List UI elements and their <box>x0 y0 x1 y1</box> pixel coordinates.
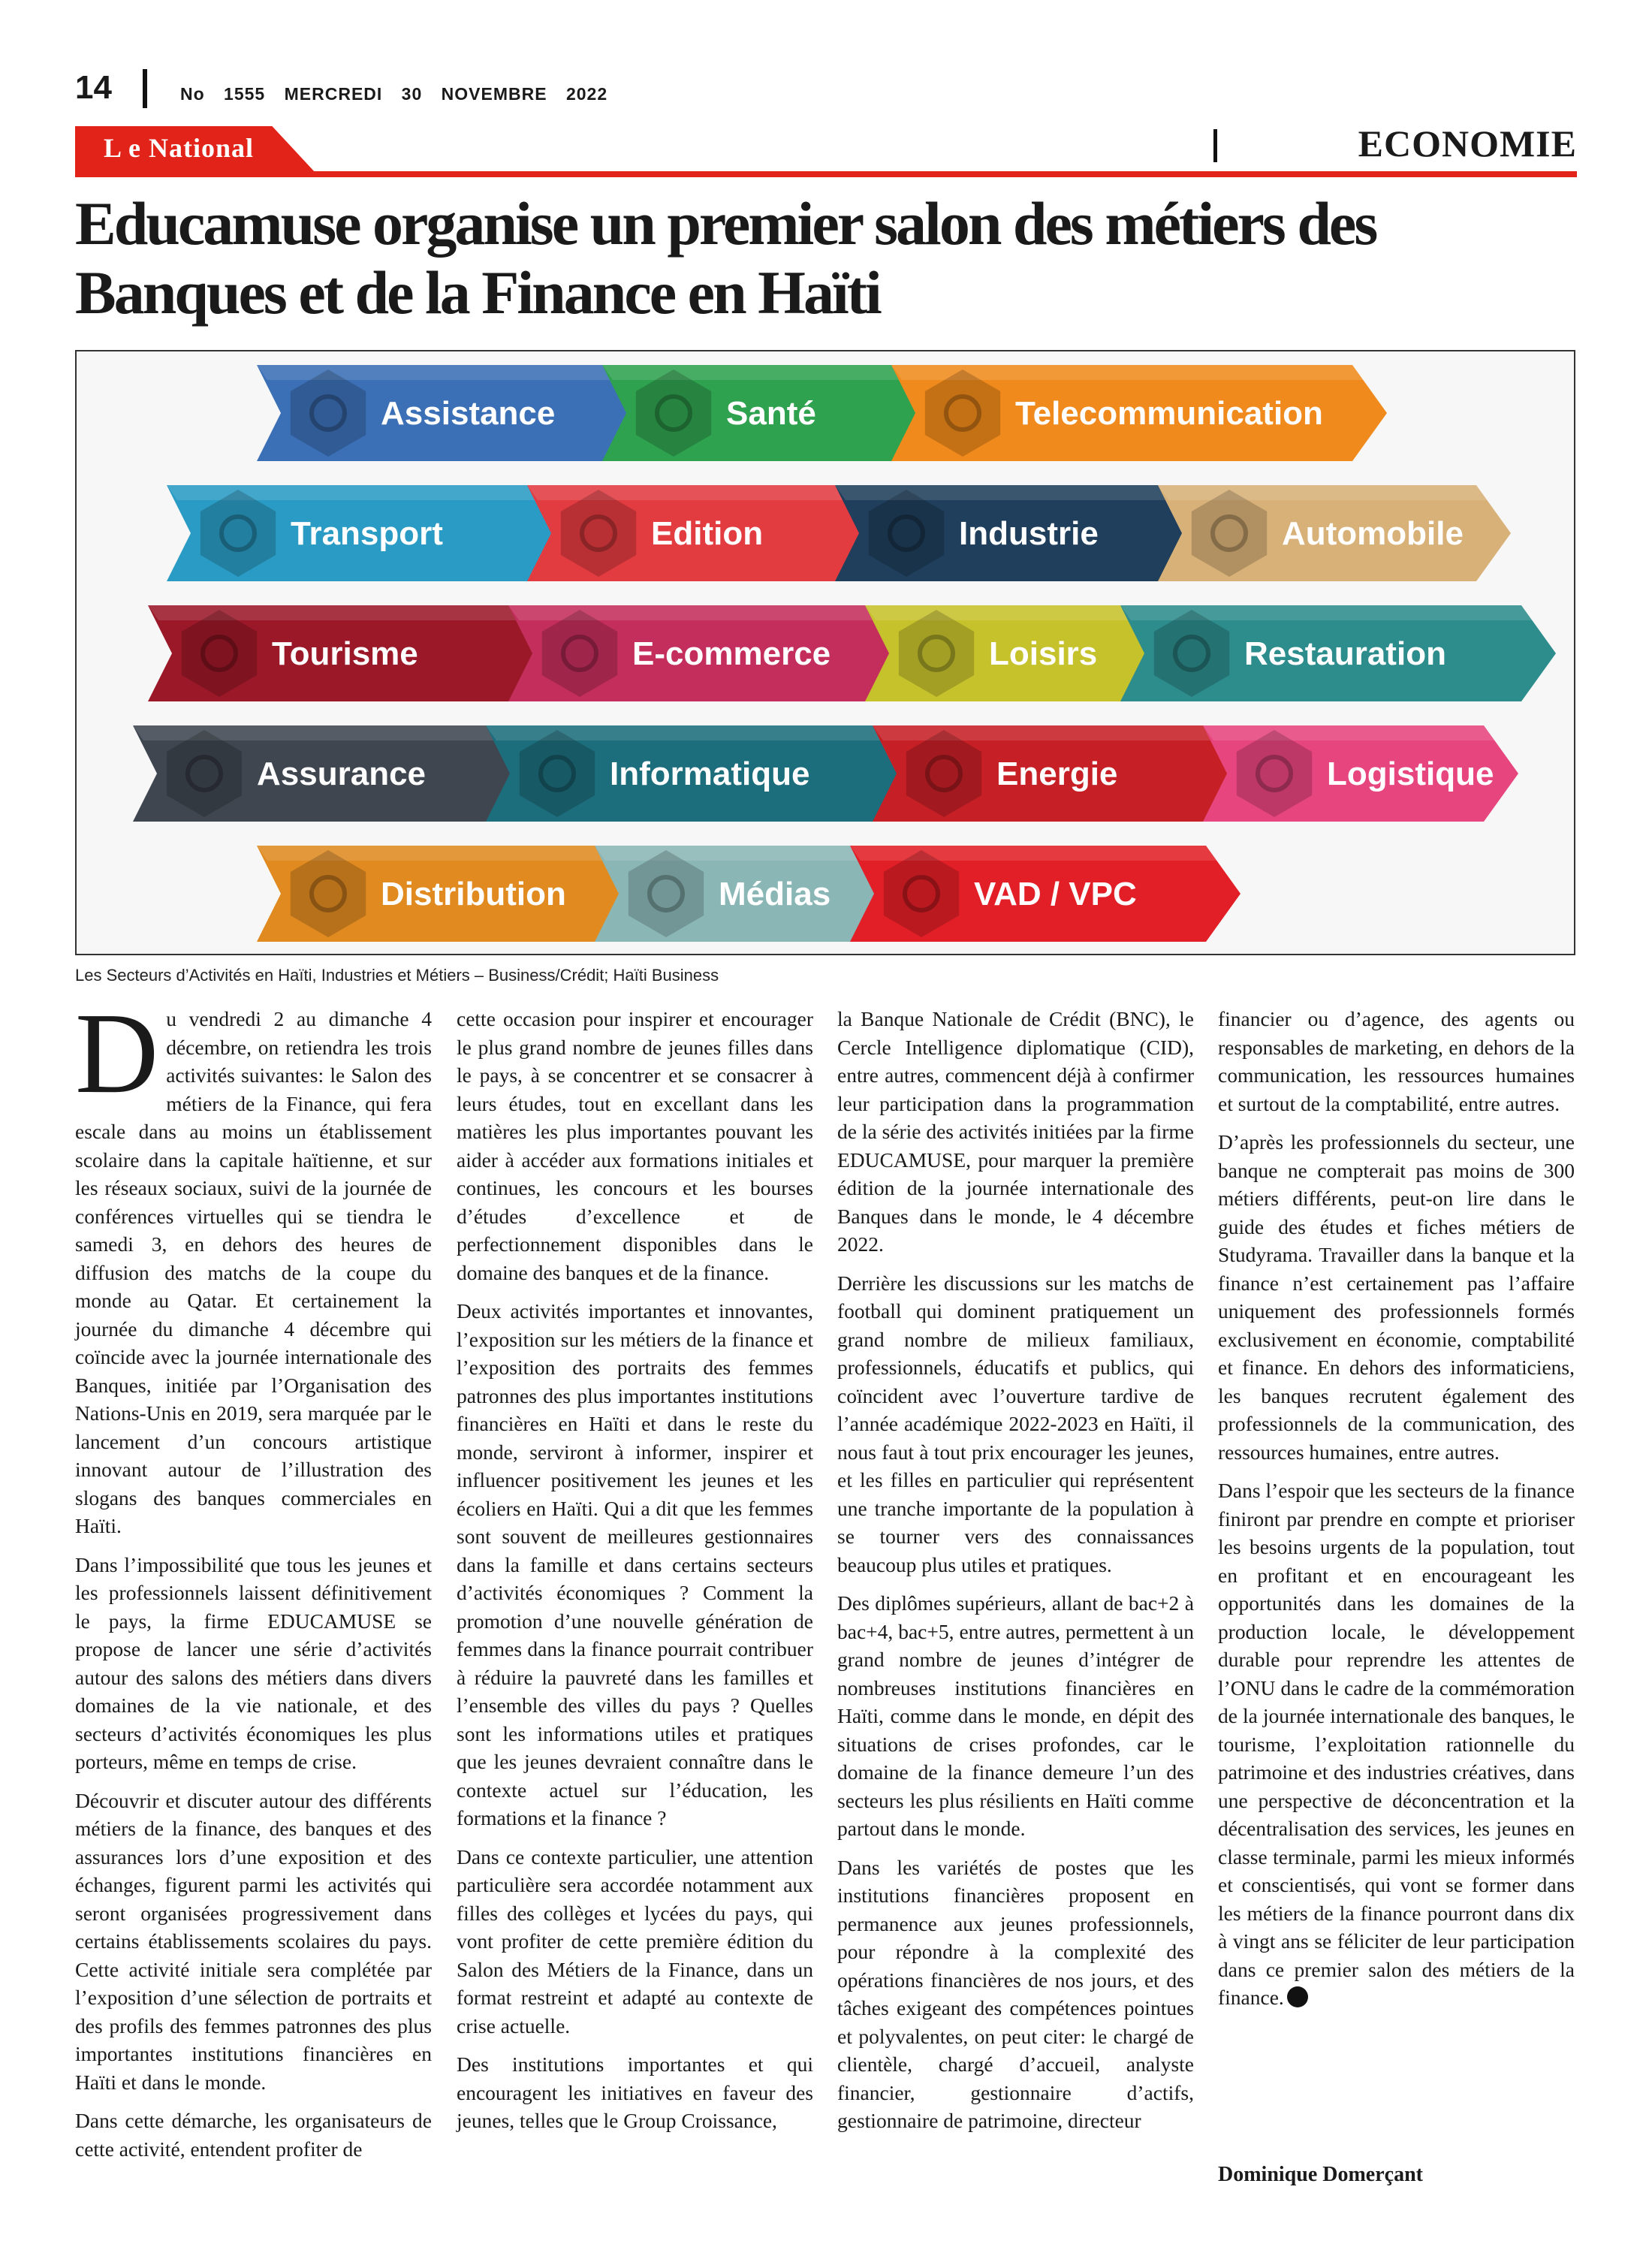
paragraph: Derrière les discussions sur les matchs de football qui dominent pratiquement un grand nombre de milieux familiaux, professionnels, éducatifs et publics, qui coïncident avec l’ouverture tardive de l’année académique 2022-2023 en Haïti, il nous faut à tout prix encourager les jeunes, et les filles en particulier qui représentent une tranche importante de la population à se tourner vers des connaissances beaucoup plus utiles et pratiques. <box>837 1271 1194 1576</box>
sector-tile-highlight <box>1203 725 1496 740</box>
paragraph: Dans cette démarche, les organisateurs de cette activité, entendent profiter de <box>75 2109 432 2161</box>
sector-tile-highlight <box>527 485 873 500</box>
sector-tile-label: Energie <box>996 756 1118 792</box>
sector-tile <box>891 365 1387 461</box>
sector-tile-highlight <box>865 605 1165 620</box>
section-divider <box>1213 129 1217 162</box>
sector-tile <box>850 846 1241 942</box>
sector-tile <box>1120 605 1556 701</box>
section-title: ECONOMIE <box>1358 122 1577 164</box>
header-rule <box>75 171 1577 177</box>
sector-tile <box>133 725 538 822</box>
sector-tile <box>873 725 1263 822</box>
sector-tile <box>508 605 929 701</box>
paragraph: Des diplômes supérieurs, allant de bac+2 à bac+4, bac+5, entre autres, permettent à un grand nombre de jeunes d’intégrer de nombreuses institutions financières en Haïti, comme dans le monde, en dépit des situations de crises profondes, car le domaine de la finance demeure l’un des secteurs les plus résilients en Haïti comme partout dans le monde. <box>837 1591 1194 1840</box>
paragraph: D’après les professionnels du secteur, une banque ne compterait pas moins de 300 métiers différents, peut-on lire dans le guide des études et fiches métiers de Studyrama. Travailler dans la banque et la finance n’est certainement pas l’affaire uniquement des professionnels formés exclusivement en économie, comptabilité et finance. En dehors des informaticiens, les banques recrutent également des professionnels de la communication, des ressources humaines, entre autres. <box>1218 1130 1575 1464</box>
article-author: Dominique Domerçant <box>1218 2163 1423 2186</box>
sector-tile <box>1203 725 1518 822</box>
sector-tile <box>527 485 895 581</box>
sector-tile-label: Edition <box>651 515 764 552</box>
article-headline: Educamuse organise un premier salon des métiers des Banques et de la Finance en Haïti <box>75 189 1376 327</box>
sector-tile-highlight <box>1158 485 1488 500</box>
end-mark-icon <box>1287 1986 1308 2007</box>
article-column-4 <box>1218 1005 1575 2022</box>
sector-tile-label: Automobile <box>1282 515 1464 552</box>
sector-tile-label: E-commerce <box>632 635 831 672</box>
sector-tile <box>486 725 921 822</box>
paragraph: cette occasion pour inspirer et encourager le plus grand nombre de jeunes filles dans le pays, à se concentrer et se consacrer à leurs études, tout en excellant dans les matières les plus importantes pouvant les aider à accéder aux formations initiales et continues, les concours et les bourses d’études d’excellence et de perfectionnement disponibles dans le domaine des banques et de la finance. <box>457 1007 813 1284</box>
issue-number: No 1555 <box>180 84 266 104</box>
sector-tile-label: Loisirs <box>989 635 1098 672</box>
paragraph: Dans l’impossibilité que tous les jeunes et les professionnels laissent définitivement le pays, la firme EDUCAMUSE se propose de lancer une série d’activités autour des salons des métiers dans divers domaines de la vie nationale, et des secteurs d’activités économiques les plus porteurs, même en temps de crise. <box>75 1552 432 1773</box>
drop-cap: D <box>75 990 159 1117</box>
paragraph-text: u vendredi 2 au dimanche 4 décembre, on retiendra les trois activités suivantes: le Salon des métiers de la Finance, qui fera escale dans au moins un établissement scolaire dans la capitale haïtienne, et sur les réseaux sociaux, suivi de la journée de conférences virtuelles qui se tiendra le samedi 3, en dehors des heures de diffusion des matchs de la coupe du monde au Qatar. Et certainement la journée du dimanche 4 décembre qui coïncide avec la journée internationale des Banques, initiée par l’Organisation des Nations-Unis en 2019, sera marquée par le lancement d’un concours artistique innovant autour de l’illustration des slogans des banques commerciales en Haïti. <box>75 1007 432 1537</box>
sector-tile-label: Santé <box>726 395 816 432</box>
header-divider <box>143 69 147 108</box>
paragraph: Découvrir et discuter autour des différents métiers de la finance, des banques et des assurances lors d’une exposition et des échanges, figurent parmi les activités qui seront organisées progressivement dans certains établissements scolaires du pays. Cette activité initiale sera complétée par l’exposition d’une sélection de portraits et des profils des femmes patronnes des plus importantes institutions financières en Haïti et dans le monde. <box>75 1788 432 2094</box>
paragraph <box>75 990 432 1540</box>
sector-tile-label: Restauration <box>1244 635 1446 672</box>
paragraph: Deux activités importantes et innovantes, l’exposition sur les métiers de la finance et l’exposition des portraits des femmes patronnes des plus importantes institutions financières en Haïti et dans le reste du monde, serviront à informer, inspirer et influencer positivement les jeunes et les écoliers en Haïti. Qui a dit que les femmes sont souvent de meilleures gestionnaires dans la famille et dans certains secteurs d’activités économiques ? Comment la promotion d’une nouvelle génération de femmes dans la finance pourrait contribuer à réduire la pauvreté dans les familles et l’ensemble des villes du pays ? Quelles sont les informations utiles et pratiques que les jeunes devraient connaître dans le contexte actuel sur l’éducation, les formations et la finance ? <box>457 1299 813 1829</box>
issue-line <box>180 84 607 104</box>
sector-tile-label: Industrie <box>959 515 1099 552</box>
paragraph-text: Dans l’espoir que les secteurs de la finance finiront par prendre en compte et prioriser les besoins urgents de la population, tout en profitant et en encourageant les opportunités dans les domaines de la production locale, le développement durable pour reprendre les attentes de l’ONU dans le cadre de la commémoration de la journée internationale des banques, le tourisme, l’exploitation rationnelle du patrimoine et des industries créatives, dans une perspective de déconcentration et la décentralisation des services, les jeunes en classe terminale, parmi les mieux informés et conscientisés, qui vont se former dans les métiers de la finance pourront dans dix à vingt ans se féliciter de leur participation dans ce premier salon des métiers de la finance. <box>1218 1479 1575 2009</box>
issue-weekday: MERCREDI <box>284 84 383 104</box>
paragraph: financier ou d’agence, des agents ou responsables de marketing, en dehors de la communication, les ressources humaines et surtout de la comptabilité, entre autres. <box>1218 1007 1575 1115</box>
sector-tile-label: Transport <box>291 515 443 552</box>
sector-tile-label: VAD / VPC <box>974 876 1137 912</box>
sector-tile-highlight <box>257 365 625 380</box>
sector-tile <box>148 605 568 701</box>
sector-tile-label: Telecommunication <box>1015 395 1323 432</box>
sector-tile <box>257 365 647 461</box>
sector-tile-highlight <box>835 485 1210 500</box>
sector-infographic-svg <box>77 351 1574 954</box>
article-column-2 <box>457 1005 813 2146</box>
paragraph: Dans ce contexte particulier, une attention particulière sera accordée notamment aux filles des collèges et lycées du pays, qui vont profiter de cette première édition du Salon des Métiers de la Finance, dans un format restreint et adapté au contexte de crise actuelle. <box>457 1844 813 2037</box>
sector-tile-label: Assurance <box>257 756 427 792</box>
page-number: 14 <box>75 69 112 106</box>
sector-tile-highlight <box>850 846 1218 861</box>
sector-tile-highlight <box>602 365 918 380</box>
sector-tile-label: Médias <box>719 876 831 912</box>
sector-infographic <box>75 350 1575 955</box>
sector-tile <box>1158 485 1511 581</box>
paragraph: la Banque Nationale de Crédit (BNC), le Cercle Intelligence diplomatique (CID), entre autres, commencent déjà à confirmer leur participation dans la programmation de la série des activités initiées par la firme EDUCAMUSE, pour marquer la première édition de la journée internationale des Banques dans le monde, le 4 décembre 2022. <box>837 1007 1194 1256</box>
sector-tile <box>257 846 662 942</box>
paragraph <box>1218 1476 1575 2012</box>
issue-year: 2022 <box>565 84 608 104</box>
publication-name: L e National <box>104 133 255 163</box>
issue-day: 30 <box>401 84 423 104</box>
sector-tile-label: Tourisme <box>272 635 418 672</box>
sector-tile-label: Distribution <box>381 876 566 912</box>
sector-tile <box>167 485 587 581</box>
article-column-1 <box>75 990 432 2173</box>
sector-tile-highlight <box>873 725 1241 740</box>
article-column-3 <box>837 1005 1194 2146</box>
sector-tile <box>602 365 940 461</box>
sector-tile-label: Informatique <box>610 756 810 792</box>
paragraph: Dans les variétés de postes que les institutions financières proposent en permanence aux jeunes professionnels, pour répondre à la complexité des opérations financières de nos jours, et des tâches exigeant des compétences pointues et polyvalentes, on peut citer: le chargé de clientèle, chargé d’accueil, analyste financier, gestionnaire d’actifs, gestionnaire de patrimoine, directeur <box>837 1855 1194 2132</box>
sector-tile-label: Logistique <box>1327 756 1494 792</box>
sector-tile-label: Assistance <box>381 395 556 432</box>
issue-month: NOVEMBRE <box>441 84 547 104</box>
paragraph: Des institutions importantes et qui encouragent les initiatives en faveur des jeunes, telles que le Group Croissance, <box>457 2052 813 2132</box>
figure-caption: Les Secteurs d’Activités en Haïti, Industries et Métiers – Business/Crédit; Haïti Business <box>75 966 719 985</box>
